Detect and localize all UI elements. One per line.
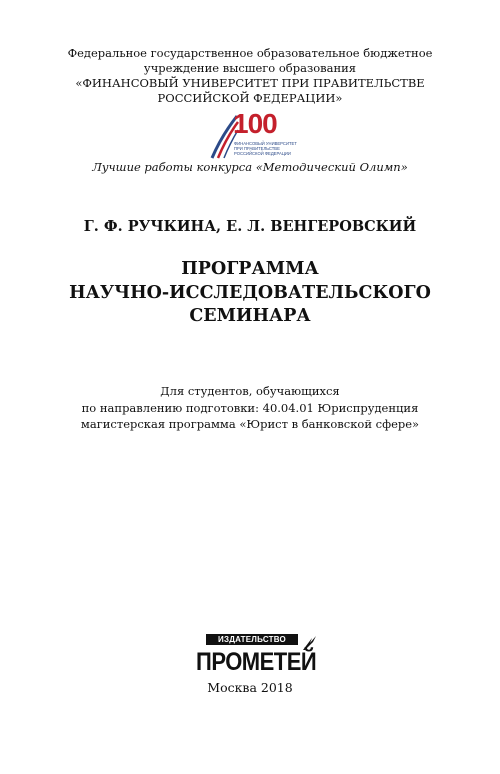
logo-number: 100 [233, 108, 277, 139]
publisher-logo [196, 634, 320, 674]
book-title-line: СЕМИНАРА [189, 306, 311, 326]
city-year: Москва 2018 [207, 680, 293, 695]
institution-name-line: «ФИНАНСОВЫЙ УНИВЕРСИТЕТ ПРИ ПРАВИТЕЛЬСТВЕ [75, 76, 425, 90]
audience-line: магистерская программа «Юрист в банковской сфере» [80, 417, 420, 431]
institution-name-line: РОССИЙСКОЙ ФЕДЕРАЦИИ» [157, 91, 343, 105]
book-title-line: ПРОГРАММА [181, 259, 319, 279]
book-title [0, 258, 500, 329]
audience-line: по направлению подготовки: 40.04.01 Юриспруденция [81, 400, 419, 415]
institution-block [0, 46, 500, 106]
audience-block [0, 383, 500, 433]
logo-caption-line: ФИНАНСОВЫЙ УНИВЕРСИТЕТ [234, 141, 297, 146]
logo-caption [234, 141, 304, 156]
institution-line: Федеральное государственное образовательное бюджетное [67, 46, 433, 60]
book-title-line: НАУЧНО-ИССЛЕДОВАТЕЛЬСКОГО [69, 282, 431, 303]
audience-line: Для студентов, обучающихся [160, 384, 340, 398]
series-title: Лучшие работы конкурса «Методический Олимп» [92, 160, 408, 174]
logo-caption-line: РОССИЙСКОЙ ФЕДЕРАЦИИ [234, 151, 291, 156]
university-100-logo [210, 108, 300, 160]
logo-caption-line: ПРИ ПРАВИТЕЛЬСТВЕ [234, 146, 280, 151]
publisher-name: ПРОМЕТЕЙ [196, 647, 317, 676]
institution-line: учреждение высшего образования [143, 61, 357, 75]
publisher-label: ИЗДАТЕЛЬСТВО [206, 634, 298, 645]
authors: Г. Ф. РУЧКИНА, Е. Л. ВЕНГЕРОВСКИЙ [83, 218, 417, 235]
